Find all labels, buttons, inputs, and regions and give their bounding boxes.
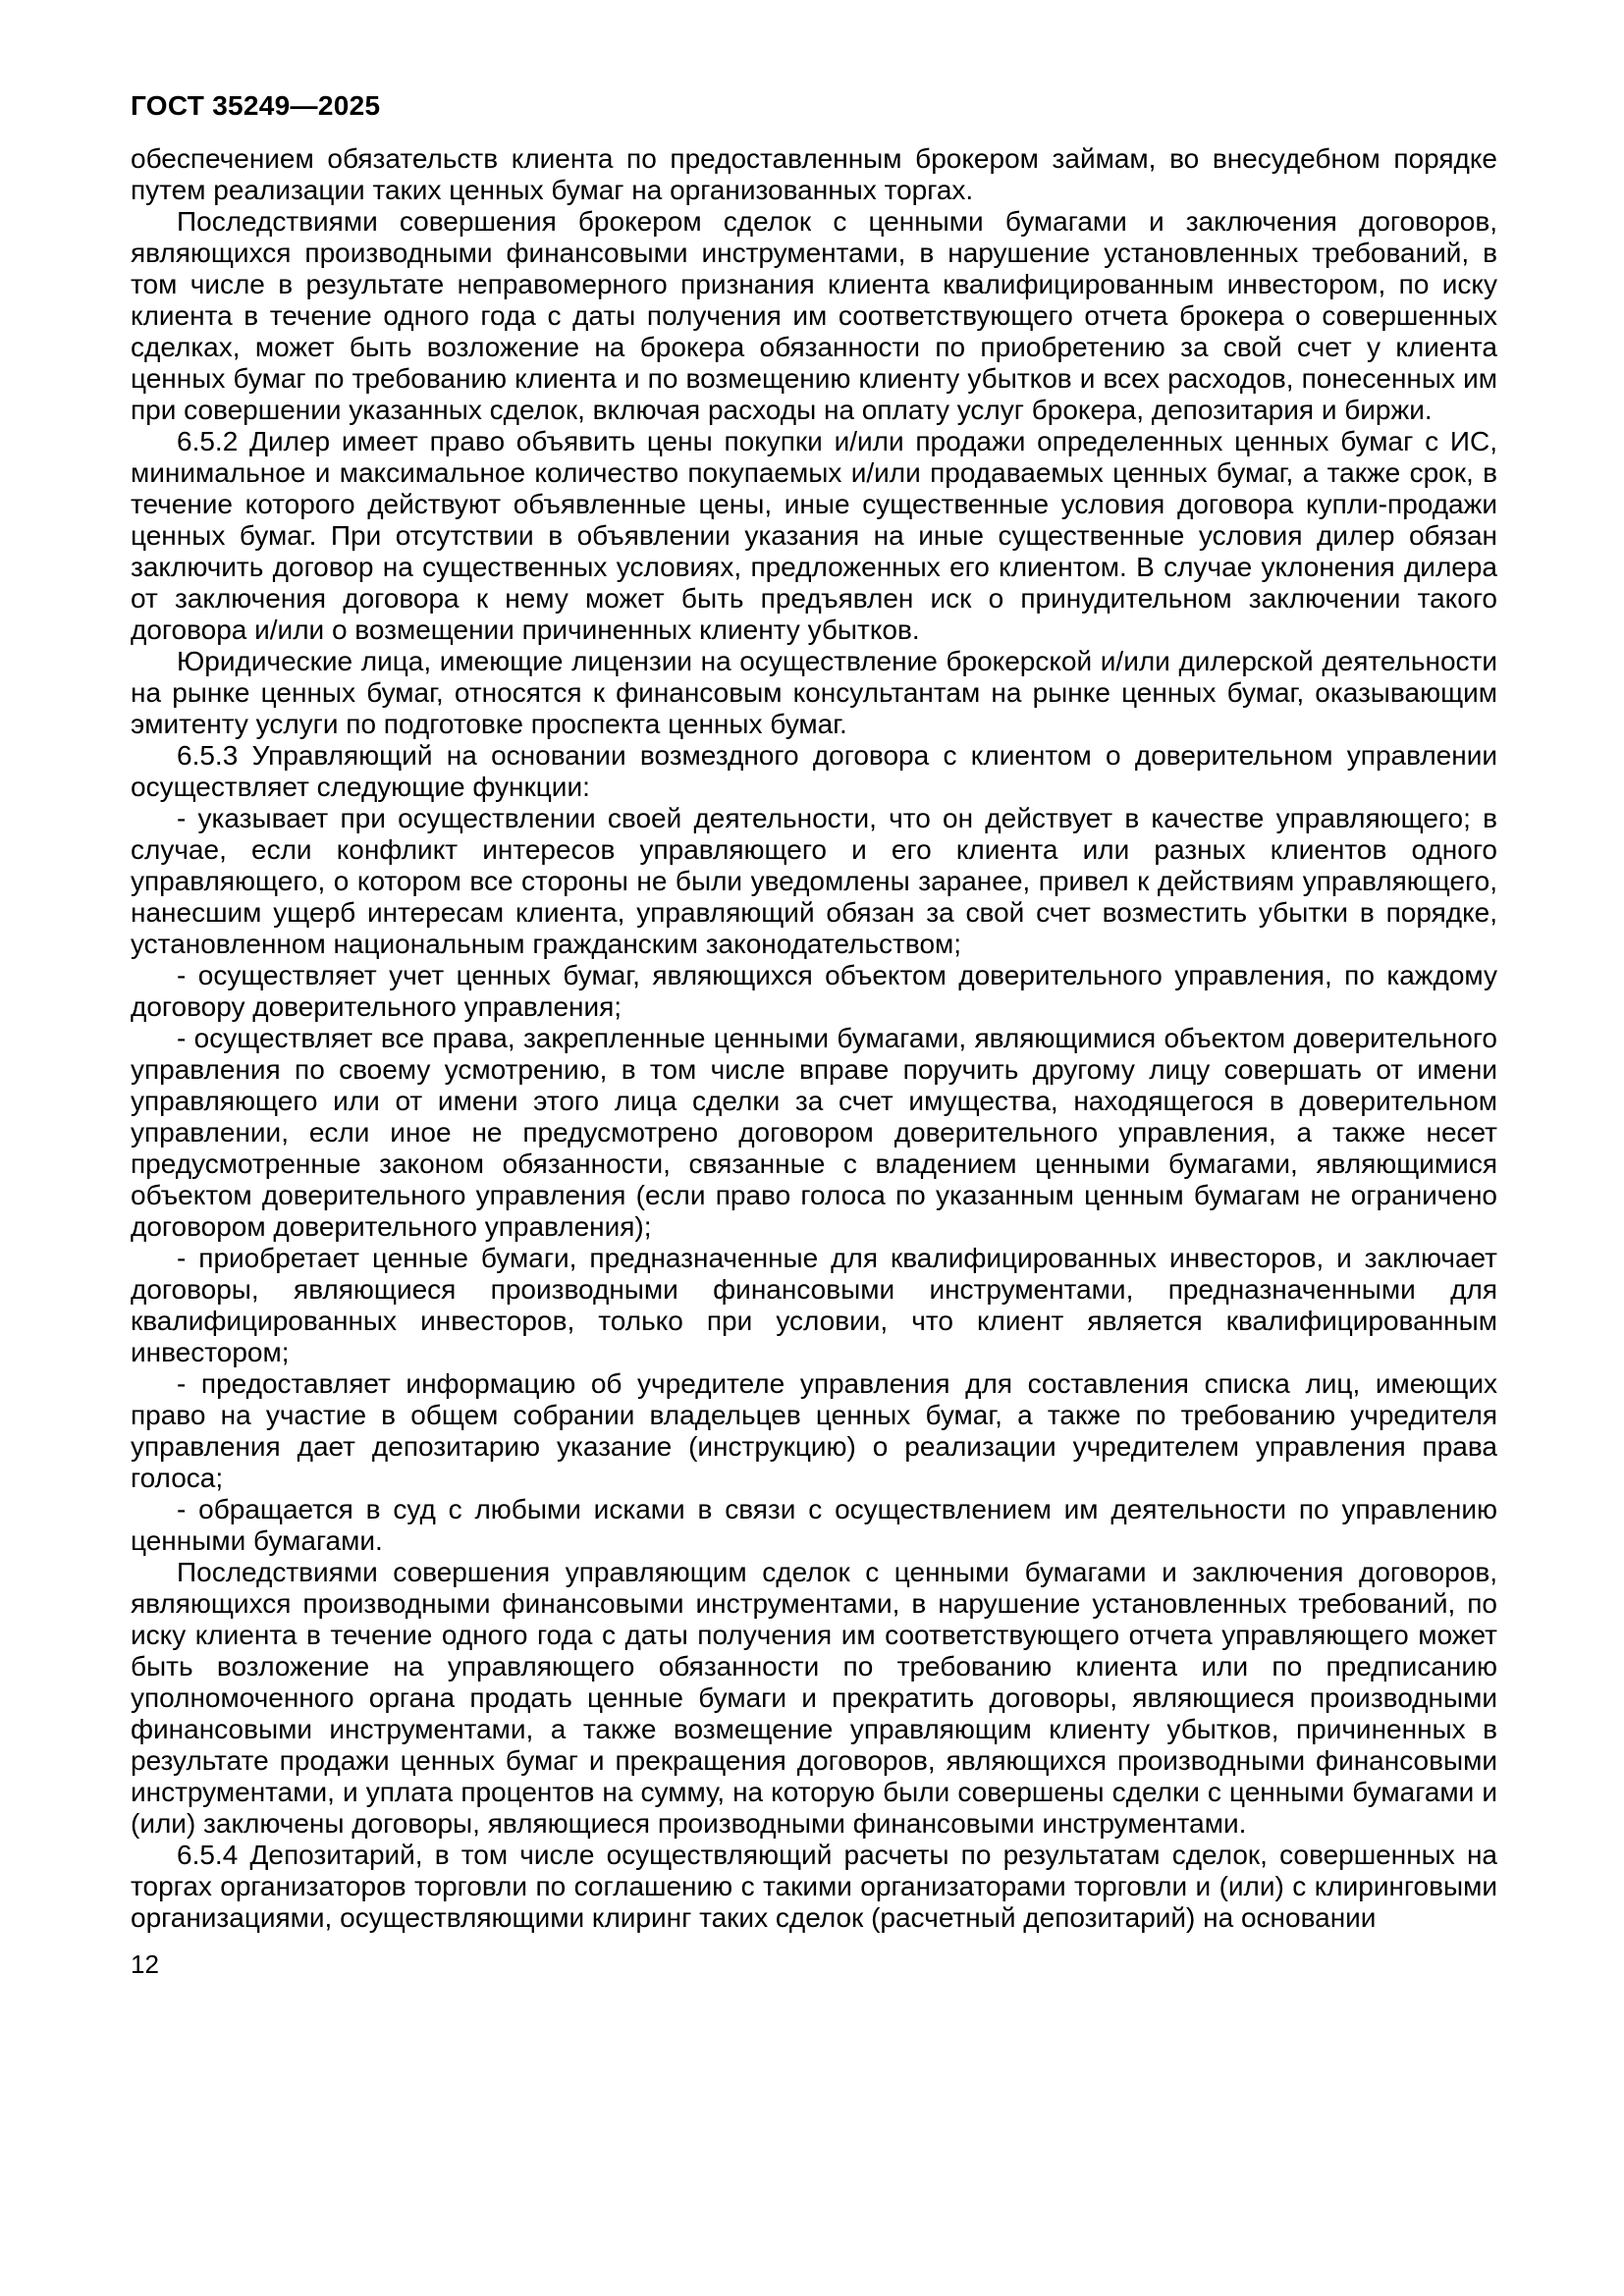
- paragraph: - осуществляет все права, закрепленные ценными бумагами, являющимися объектом доверительного управления по своему усмотрению, в том числе вправе поручить другому лицу совершать от имени управляющего или от имени этого лица сделки за счет имущества, находящегося в доверительном управлении, если иное не предусмотрено договором доверительного управления, а также несет предусмотренные законом обязанности, связанные с владением ценными бумагами, являющимися объектом доверительного управления (если право голоса по указанным ценным бумагам не ограничено договором доверительного управления);: [131, 1023, 1497, 1242]
- paragraph: Последствиями совершения брокером сделок с ценными бумагами и заключения договоров, являющихся производными финансовыми инструментами, в нарушение установленных требований, в том числе в результате неправомерного признания клиента квалифицированным инвестором, по иску клиента в течение одного года с даты получения им соответствующего отчета брокера о совершенных сделках, может быть возложение на брокера обязанности по приобретению за свой счет у клиента ценных бумаг по требованию клиента и по возмещению клиенту убытков и всех расходов, понесенных им при совершении указанных сделок, включая расходы на оплату услуг брокера, депозитария и биржи.: [131, 206, 1497, 425]
- paragraph: 6.5.2 Дилер имеет право объявить цены покупки и/или продажи определенных ценных бумаг с ИС, минимальное и максимальное количество покупаемых и/или продаваемых ценных бумаг, а также срок, в течение которого действуют объявленные цены, иные существенные условия договора купли-продажи ценных бумаг. При отсутствии в объявлении указания на иные существенные условия дилер обязан заключить договор на существенных условиях, предложенных его клиентом. В случае уклонения дилера от заключения договора к нему может быть предъявлен иск о принудительном заключении такого договора и/или о возмещении причиненных клиенту убытков.: [131, 426, 1497, 645]
- paragraph: - осуществляет учет ценных бумаг, являющихся объектом доверительного управления, по каждому договору доверительного управления;: [131, 960, 1497, 1022]
- paragraph: Последствиями совершения управляющим сделок с ценными бумагами и заключения договоров, являющихся производными финансовыми инструментами, в нарушение установленных требований, по иску клиента в течение одного года с даты получения им соответствующего отчета управляющего может быть возложение на управляющего обязанности по требованию клиента или по предписанию уполномоченного органа продать ценные бумаги и прекратить договоры, являющиеся производными финансовыми инструментами, а также возмещение управляющим клиенту убытков, причиненных в результате продажи ценных бумаг и прекращения договоров, являющихся производными финансовыми инструментами, и уплата процентов на сумму, на которую были совершены сделки с ценными бумагами и (или) заключены договоры, являющиеся производными финансовыми инструментами.: [131, 1557, 1497, 1839]
- paragraph: - предоставляет информацию об учредителе управления для составления списка лиц, имеющих право на участие в общем собрании владельцев ценных бумаг, а также по требованию учредителя управления дает депозитарию указание (инструкцию) о реализации учредителем управления права голоса;: [131, 1368, 1497, 1493]
- paragraph: - приобретает ценные бумаги, предназначенные для квалифицированных инвесторов, и заключает договоры, являющиеся производными финансовыми инструментами, предназначенными для квалифицированных инвесторов, только при условии, что клиент является квалифицированным инвестором;: [131, 1243, 1497, 1367]
- document-content: [131, 90, 1497, 1979]
- paragraph: 6.5.4 Депозитарий, в том числе осуществляющий расчеты по результатам сделок, совершенных на торгах организаторов торговли по соглашению с такими организаторами торговли и (или) с клиринговыми организациями, осуществляющими клиринг таких сделок (расчетный депозитарий) на основании: [131, 1840, 1497, 1933]
- paragraph: обеспечением обязательств клиента по предоставленным брокером займам, во внесудебном порядке путем реализации таких ценных бумаг на организованных торгах.: [131, 143, 1497, 205]
- document-body: [131, 143, 1497, 1934]
- paragraph: - обращается в суд с любыми исками в связи с осуществлением им деятельности по управлению ценными бумагами.: [131, 1494, 1497, 1556]
- paragraph: 6.5.3 Управляющий на основании возмездного договора с клиентом о доверительном управлении осуществляет следующие функции:: [131, 740, 1497, 802]
- page-number: 12: [131, 1949, 159, 1979]
- paragraph: Юридические лица, имеющие лицензии на осуществление брокерской и/или дилерской деятельности на рынке ценных бумаг, относятся к финансовым консультантам на рынке ценных бумаг, оказывающим эмитенту услуги по подготовке проспекта ценных бумаг.: [131, 646, 1497, 739]
- paragraph: - указывает при осуществлении своей деятельности, что он действует в качестве управляющего; в случае, если конфликт интересов управляющего и его клиента или разных клиентов одного управляющего, о котором все стороны не были уведомлены заранее, привел к действиям управляющего, нанесшим ущерб интересам клиента, управляющий обязан за свой счет возместить убытки в порядке, установленном национальным гражданским законодательством;: [131, 803, 1497, 959]
- document-header: ГОСТ 35249—2025: [131, 90, 381, 121]
